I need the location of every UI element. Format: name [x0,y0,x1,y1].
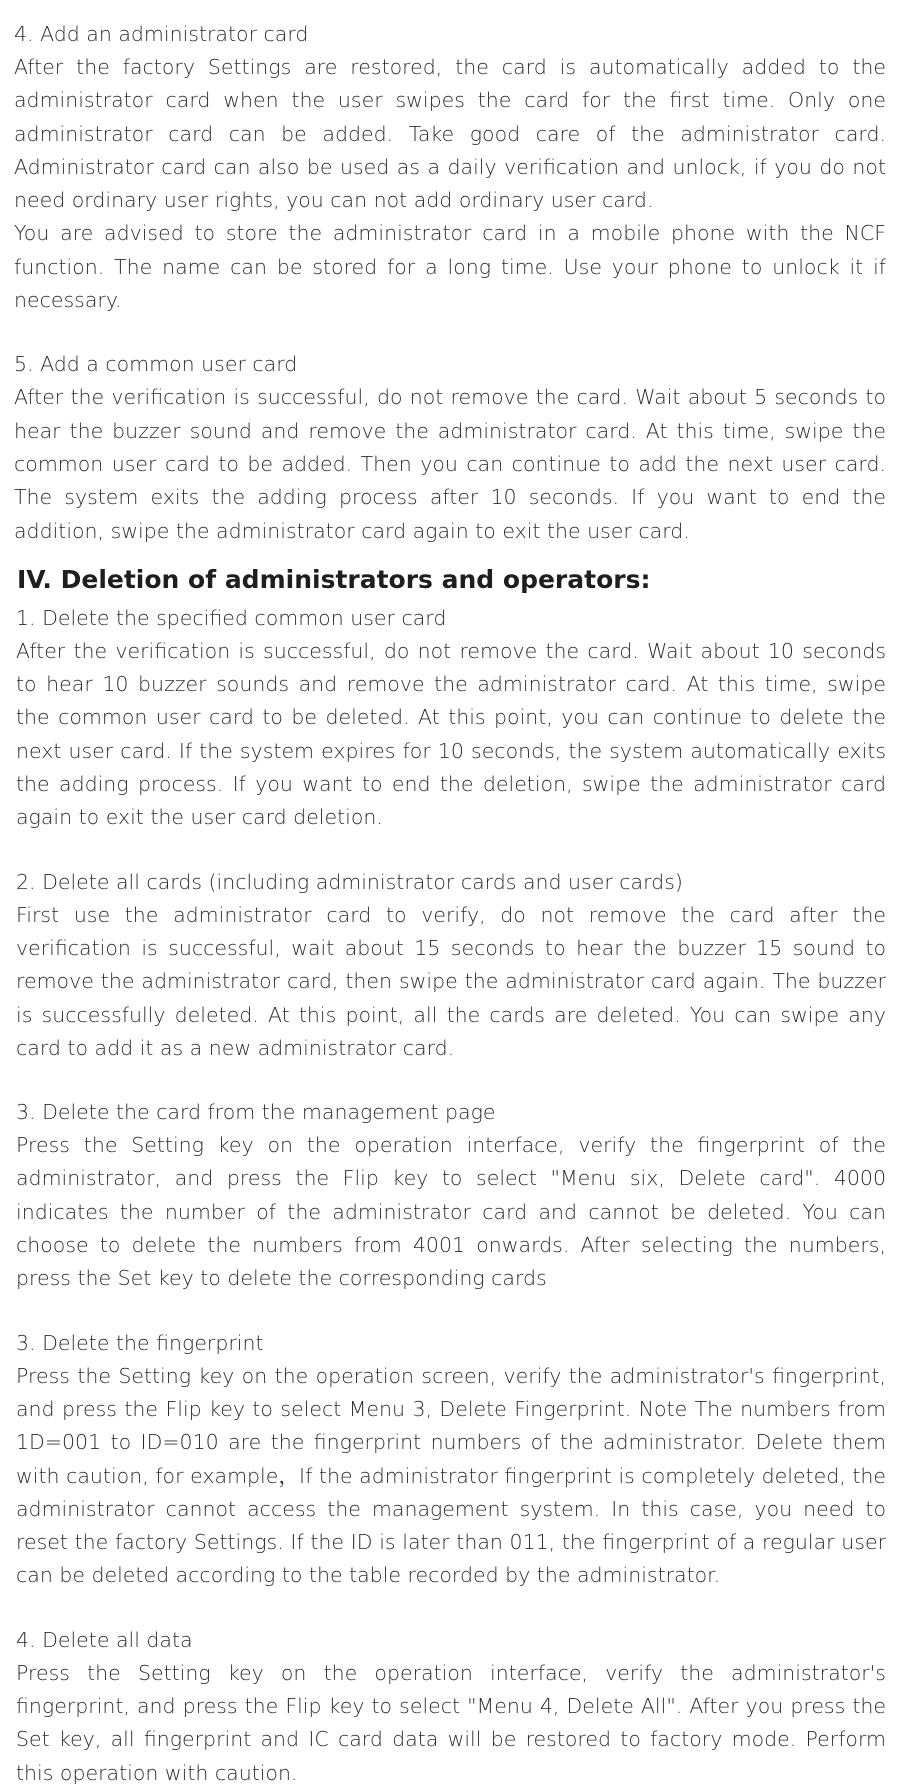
section-delete-fingerprint [13,1327,886,1593]
main-heading: IV. Deletion of administrators and operators: [17,564,651,594]
section-delete-all-data [13,1624,886,1790]
section-paragraph: After the verification is successful, do not remove the card. Wait about 5 seconds to hear the buzzer sound and remove the administrator card. At this time, swipe the common user card to be added. Then you can continue to add the next user card. The system exits the adding process after 10 seconds. If you want to end the addition, swipe the administrator card again to exit the user card. [14,385,886,543]
section-delete-card-management [13,1096,886,1295]
section-heading: 3. Delete the fingerprint [16,1330,264,1355]
section-paragraph: Press the Setting key on the operation screen, verify the administrator's fingerprint, and press the Flip key to select Menu 3, Delete Fingerprint. Note The numbers from 1D=001 to ID=010 are the fingerprint numbers of the administrator. Delete them with caution, for example，If the administrator fingerprint is completely deleted, the administrator cannot access the management system. In this case, you need to reset the factory Settings. If the ID is later than 011, the fingerprint of a regular user can be deleted according to the table recorded by the administrator. [16,1363,886,1588]
section-paragraph: First use the administrator card to verify, do not remove the card after the verification is successful, wait about 15 seconds to hear the buzzer 15 sound to remove the administrator card, then swipe the administrator card again. The buzzer is successfully deleted. At this point, all the cards are deleted. You can swipe any card to add it as a new administrator card. [16,902,886,1060]
spacer [13,1593,886,1624]
spacer [13,317,886,348]
section-heading: 3. Delete the card from the management page [16,1100,496,1125]
section-heading: 1. Delete the specified common user card [16,605,447,630]
section-heading: 4. Add an administrator card [14,22,309,46]
section-add-admin-card [13,18,886,317]
spacer [13,835,886,866]
section-paragraph: Press the Setting key on the operation interface, verify the administrator's fingerprint, and press the Flip key to select "Menu 4, Delete All". After you press the Set key, all fingerprint and IC card data will be restored to factory mode. Perform this operation with caution. [16,1660,886,1785]
spacer [13,1065,886,1096]
section-paragraph: After the factory Settings are restored, the card is automatically added to the administrator card when the user swipes the card for the first time. Only one administrator card can be added. Take good care of the administrator card. Administrator card can also be used as a daily verification and unlock, if you do not need ordinary user rights, you can not add ordinary user card. [14,55,886,213]
spacer [13,548,886,562]
section-heading: 5. Add a common user card [14,352,298,377]
section-heading: 4. Delete all data [16,1627,193,1652]
spacer [13,1296,886,1327]
section-delete-user-card [13,602,886,835]
section-paragraph: You are advised to store the administrator card in a mobile phone with the NCF function. The name can be stored for a long time. Use your phone to unlock it if necessary. [14,221,886,313]
section-add-user-card [13,348,886,547]
section-paragraph: Press the Setting key on the operation interface, verify the fingerprint of the administrator, and press the Flip key to select "Menu six, Delete card". 4000 indicates the number of the administrator card and cannot be deleted. You can choose to delete the numbers from 4001 onwards. After selecting the numbers, press the Set key to delete the corresponding cards [16,1133,886,1291]
section-delete-all-cards [13,866,886,1065]
section-heading: 2. Delete all cards (including administrator cards and user cards) [16,869,683,894]
section-paragraph: After the verification is successful, do not remove the card. Wait about 10 seconds to hear 10 buzzer sounds and remove the administrator card. At this time, swipe the common user card to be deleted. At this point, you can continue to delete the next user card. If the system expires for 10 seconds, the system automatically exits the adding process. If you want to end the deletion, swipe the administrator card again to exit the user card deletion. [16,638,886,830]
